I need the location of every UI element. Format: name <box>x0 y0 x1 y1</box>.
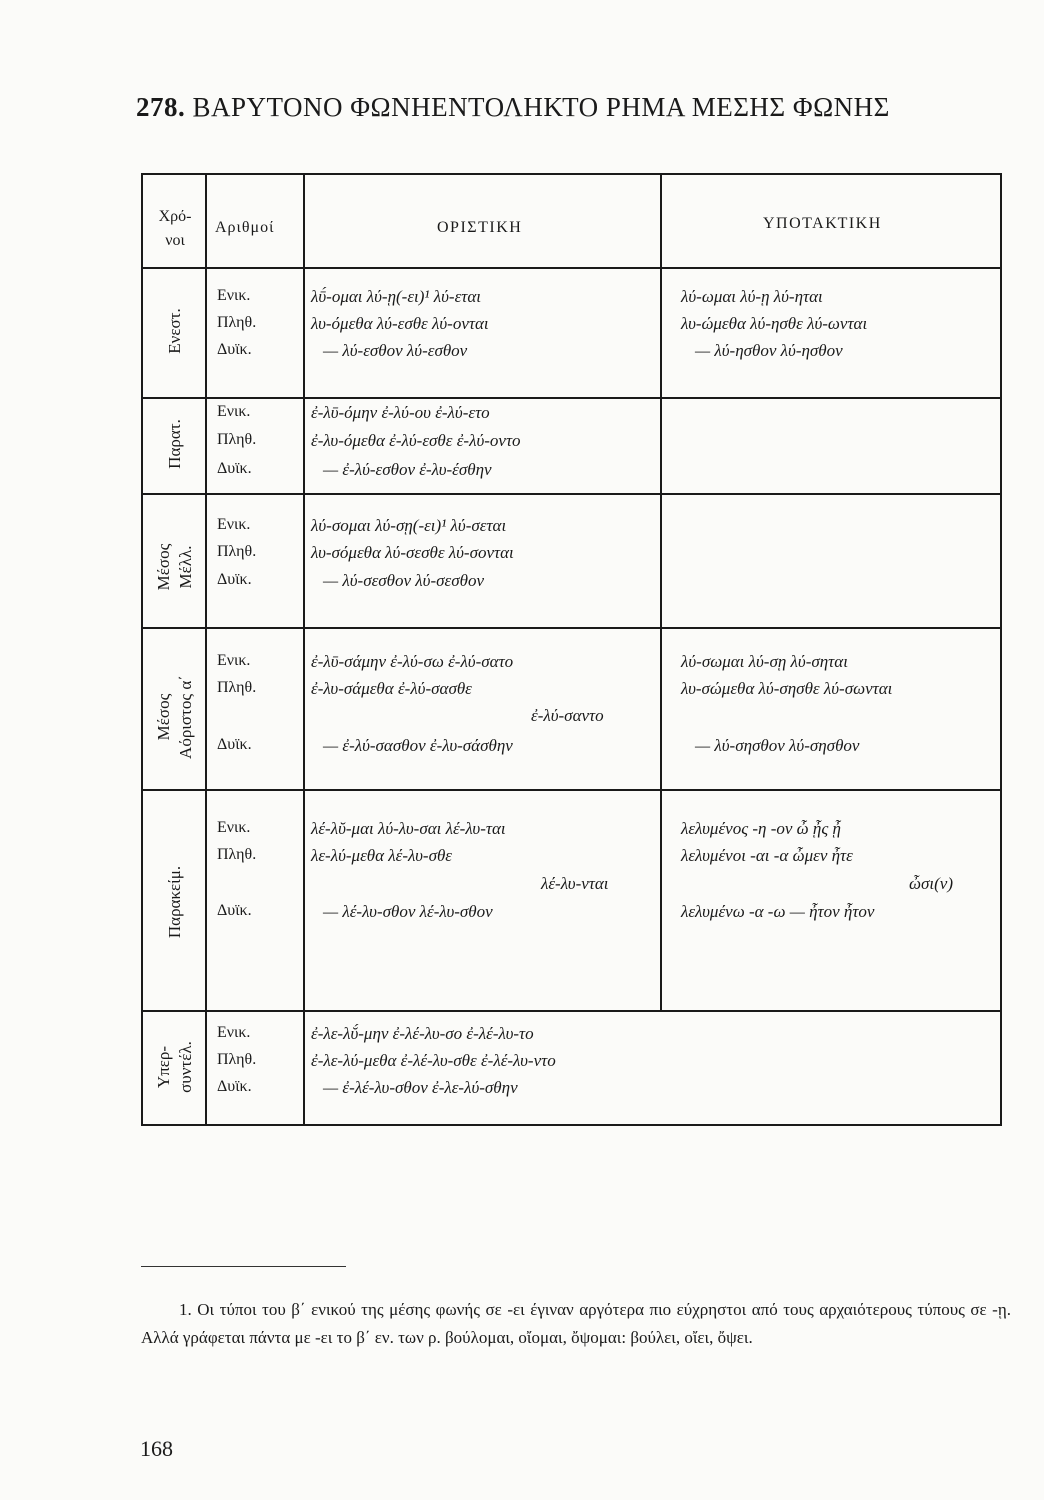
subjunctive-form: λυ-ώμεθα λύ-ησθε λύ-ωνται <box>681 314 868 333</box>
number-label: Πληθ. <box>217 1051 257 1068</box>
number-label: Ενικ. <box>217 1024 251 1041</box>
tense-label-future-middle: Μέσος Μέλλ. <box>154 543 195 591</box>
number-label: Πληθ. <box>217 314 257 331</box>
subjunctive-form: λελυμένοι -αι -α ὦμεν ἦτε <box>681 846 853 865</box>
conjugation-table <box>141 173 1002 1126</box>
indicative-form: — λύ-σεσθον λύ-σεσθον <box>323 571 484 590</box>
number-label: Δυϊκ. <box>217 341 252 358</box>
header-subjunctive: ΥΠΟΤΑΚΤΙΚΗ <box>763 215 882 232</box>
page-title <box>136 92 890 123</box>
indicative-form: λε-λύ-μεθα λέ-λυ-σθε <box>311 846 452 865</box>
indicative-form: — ἐ-λέ-λυ-σθον ἐ-λε-λύ-σθην <box>323 1078 518 1097</box>
row-divider-3 <box>143 627 1000 629</box>
header-indicative: ΟΡΙΣΤΙΚΗ <box>437 219 523 236</box>
number-label: Ενικ. <box>217 287 251 304</box>
col-divider-tense <box>205 175 207 1124</box>
indicative-form: λύ-σομαι λύ-σῃ(-ει)¹ λύ-σεται <box>311 516 507 535</box>
tense-label-pluperfect: Υπερ- συντέλ. <box>154 1041 195 1093</box>
number-label: Δυϊκ. <box>217 460 252 477</box>
section-title: ΒΑΡΥΤΟΝΟ ΦΩΝΗΕΝΤΟΛΗΚΤΟ ΡΗΜΑ ΜΕΣΗΣ ΦΩΝΗΣ <box>192 92 890 122</box>
number-label: Ενικ. <box>217 403 251 420</box>
indicative-form: ἐ-λύ-σαντο <box>531 706 604 725</box>
indicative-form: ἐ-λε-λῠ́-μην ἐ-λέ-λυ-σο ἐ-λέ-λυ-το <box>311 1024 534 1043</box>
number-label: Δυϊκ. <box>217 902 252 919</box>
subjunctive-form: — λύ-ησθον λύ-ησθον <box>695 341 843 360</box>
indicative-form: λῡ́-ομαι λύ-ῃ(-ει)¹ λύ-εται <box>311 287 482 306</box>
subjunctive-form: — λύ-σησθον λύ-σησθον <box>695 736 860 755</box>
tense-label-perfect: Παρακείμ. <box>165 865 184 939</box>
tense-label-present: Ενεστ. <box>165 308 184 354</box>
indicative-form: ἐ-λυ-σάμεθα ἐ-λύ-σασθε <box>311 679 472 698</box>
tense-label-aorist-middle: Μέσος Αόριστος α΄ <box>154 675 195 759</box>
col-divider-mood <box>660 175 662 1011</box>
row-divider-5 <box>143 1010 1000 1012</box>
subjunctive-form: λύ-ωμαι λύ-ῃ λύ-ηται <box>681 287 823 306</box>
subjunctive-form: λελυμένος -η -ον ὦ ᾖς ᾖ <box>681 819 841 838</box>
number-label: Ενικ. <box>217 516 251 533</box>
indicative-form: ἐ-λῡ-σάμην ἐ-λύ-σω ἐ-λύ-σατο <box>311 652 514 671</box>
indicative-form: λέ-λῠ-μαι λύ-λυ-σαι λέ-λυ-ται <box>311 819 506 838</box>
number-label: Πληθ. <box>217 679 257 696</box>
number-label: Ενικ. <box>217 652 251 669</box>
indicative-form: λέ-λυ-νται <box>541 874 609 893</box>
footnote-rule <box>141 1266 346 1267</box>
number-label: Δυϊκ. <box>217 571 252 588</box>
header-tenses: Χρό- νοι <box>158 208 192 249</box>
page-number: 168 <box>140 1436 173 1461</box>
row-divider-1 <box>143 397 1000 399</box>
row-divider-2 <box>143 493 1000 495</box>
indicative-form: λυ-όμεθα λύ-εσθε λύ-ονται <box>311 314 489 333</box>
indicative-form: ἐ-λυ-όμεθα ἐ-λύ-εσθε ἐ-λύ-οντο <box>311 431 521 450</box>
subjunctive-form: ὦσι(ν) <box>909 874 953 893</box>
row-divider-header <box>143 267 1000 269</box>
indicative-form: λυ-σόμεθα λύ-σεσθε λύ-σονται <box>311 543 514 562</box>
number-label: Πληθ. <box>217 543 257 560</box>
indicative-form: — λύ-εσθον λύ-εσθον <box>323 341 468 360</box>
number-label: Ενικ. <box>217 819 251 836</box>
subjunctive-form: λελυμένω -α -ω — ἦτον ἦτον <box>681 902 875 921</box>
number-label: Δυϊκ. <box>217 736 252 753</box>
number-label: Πληθ. <box>217 431 257 448</box>
section-number: 278. <box>136 92 186 122</box>
col-divider-number <box>303 175 305 1124</box>
indicative-form: — ἐ-λύ-εσθον ἐ-λυ-έσθην <box>323 460 492 479</box>
indicative-form: ἐ-λε-λύ-μεθα ἐ-λέ-λυ-σθε ἐ-λέ-λυ-ντο <box>311 1051 556 1070</box>
footnote <box>141 1296 1011 1352</box>
subjunctive-form: λύ-σωμαι λύ-σῃ λύ-σηται <box>681 652 848 671</box>
number-label: Δυϊκ. <box>217 1078 252 1095</box>
indicative-form: — ἐ-λύ-σασθον ἐ-λυ-σάσθην <box>323 736 513 755</box>
indicative-form: — λέ-λυ-σθον λέ-λυ-σθον <box>323 902 493 921</box>
row-divider-4 <box>143 789 1000 791</box>
tense-label-imperfect: Παρατ. <box>165 419 184 469</box>
indicative-form: ἐ-λῡ-όμην ἐ-λύ-ου ἐ-λύ-ετο <box>311 403 490 422</box>
footnote-marker: 1. <box>179 1300 192 1319</box>
footnote-text: Οι τύποι του β΄ ενικού της μέσης φωνής σε -ει έγιναν αργότερα πιο εύχρηστοι από τους αρχαιότερους τύπους σε -ῃ. Αλλά γράφεται πάντα με -ει το β΄ εν. των ρ. βούλομαι, οἴομαι, ὄψομαι: βούλει, οἴει, ὄψει. <box>141 1300 1011 1347</box>
header-number: Αριθμοί <box>215 219 275 236</box>
number-label: Πληθ. <box>217 846 257 863</box>
subjunctive-form: λυ-σώμεθα λύ-σησθε λύ-σωνται <box>681 679 893 698</box>
